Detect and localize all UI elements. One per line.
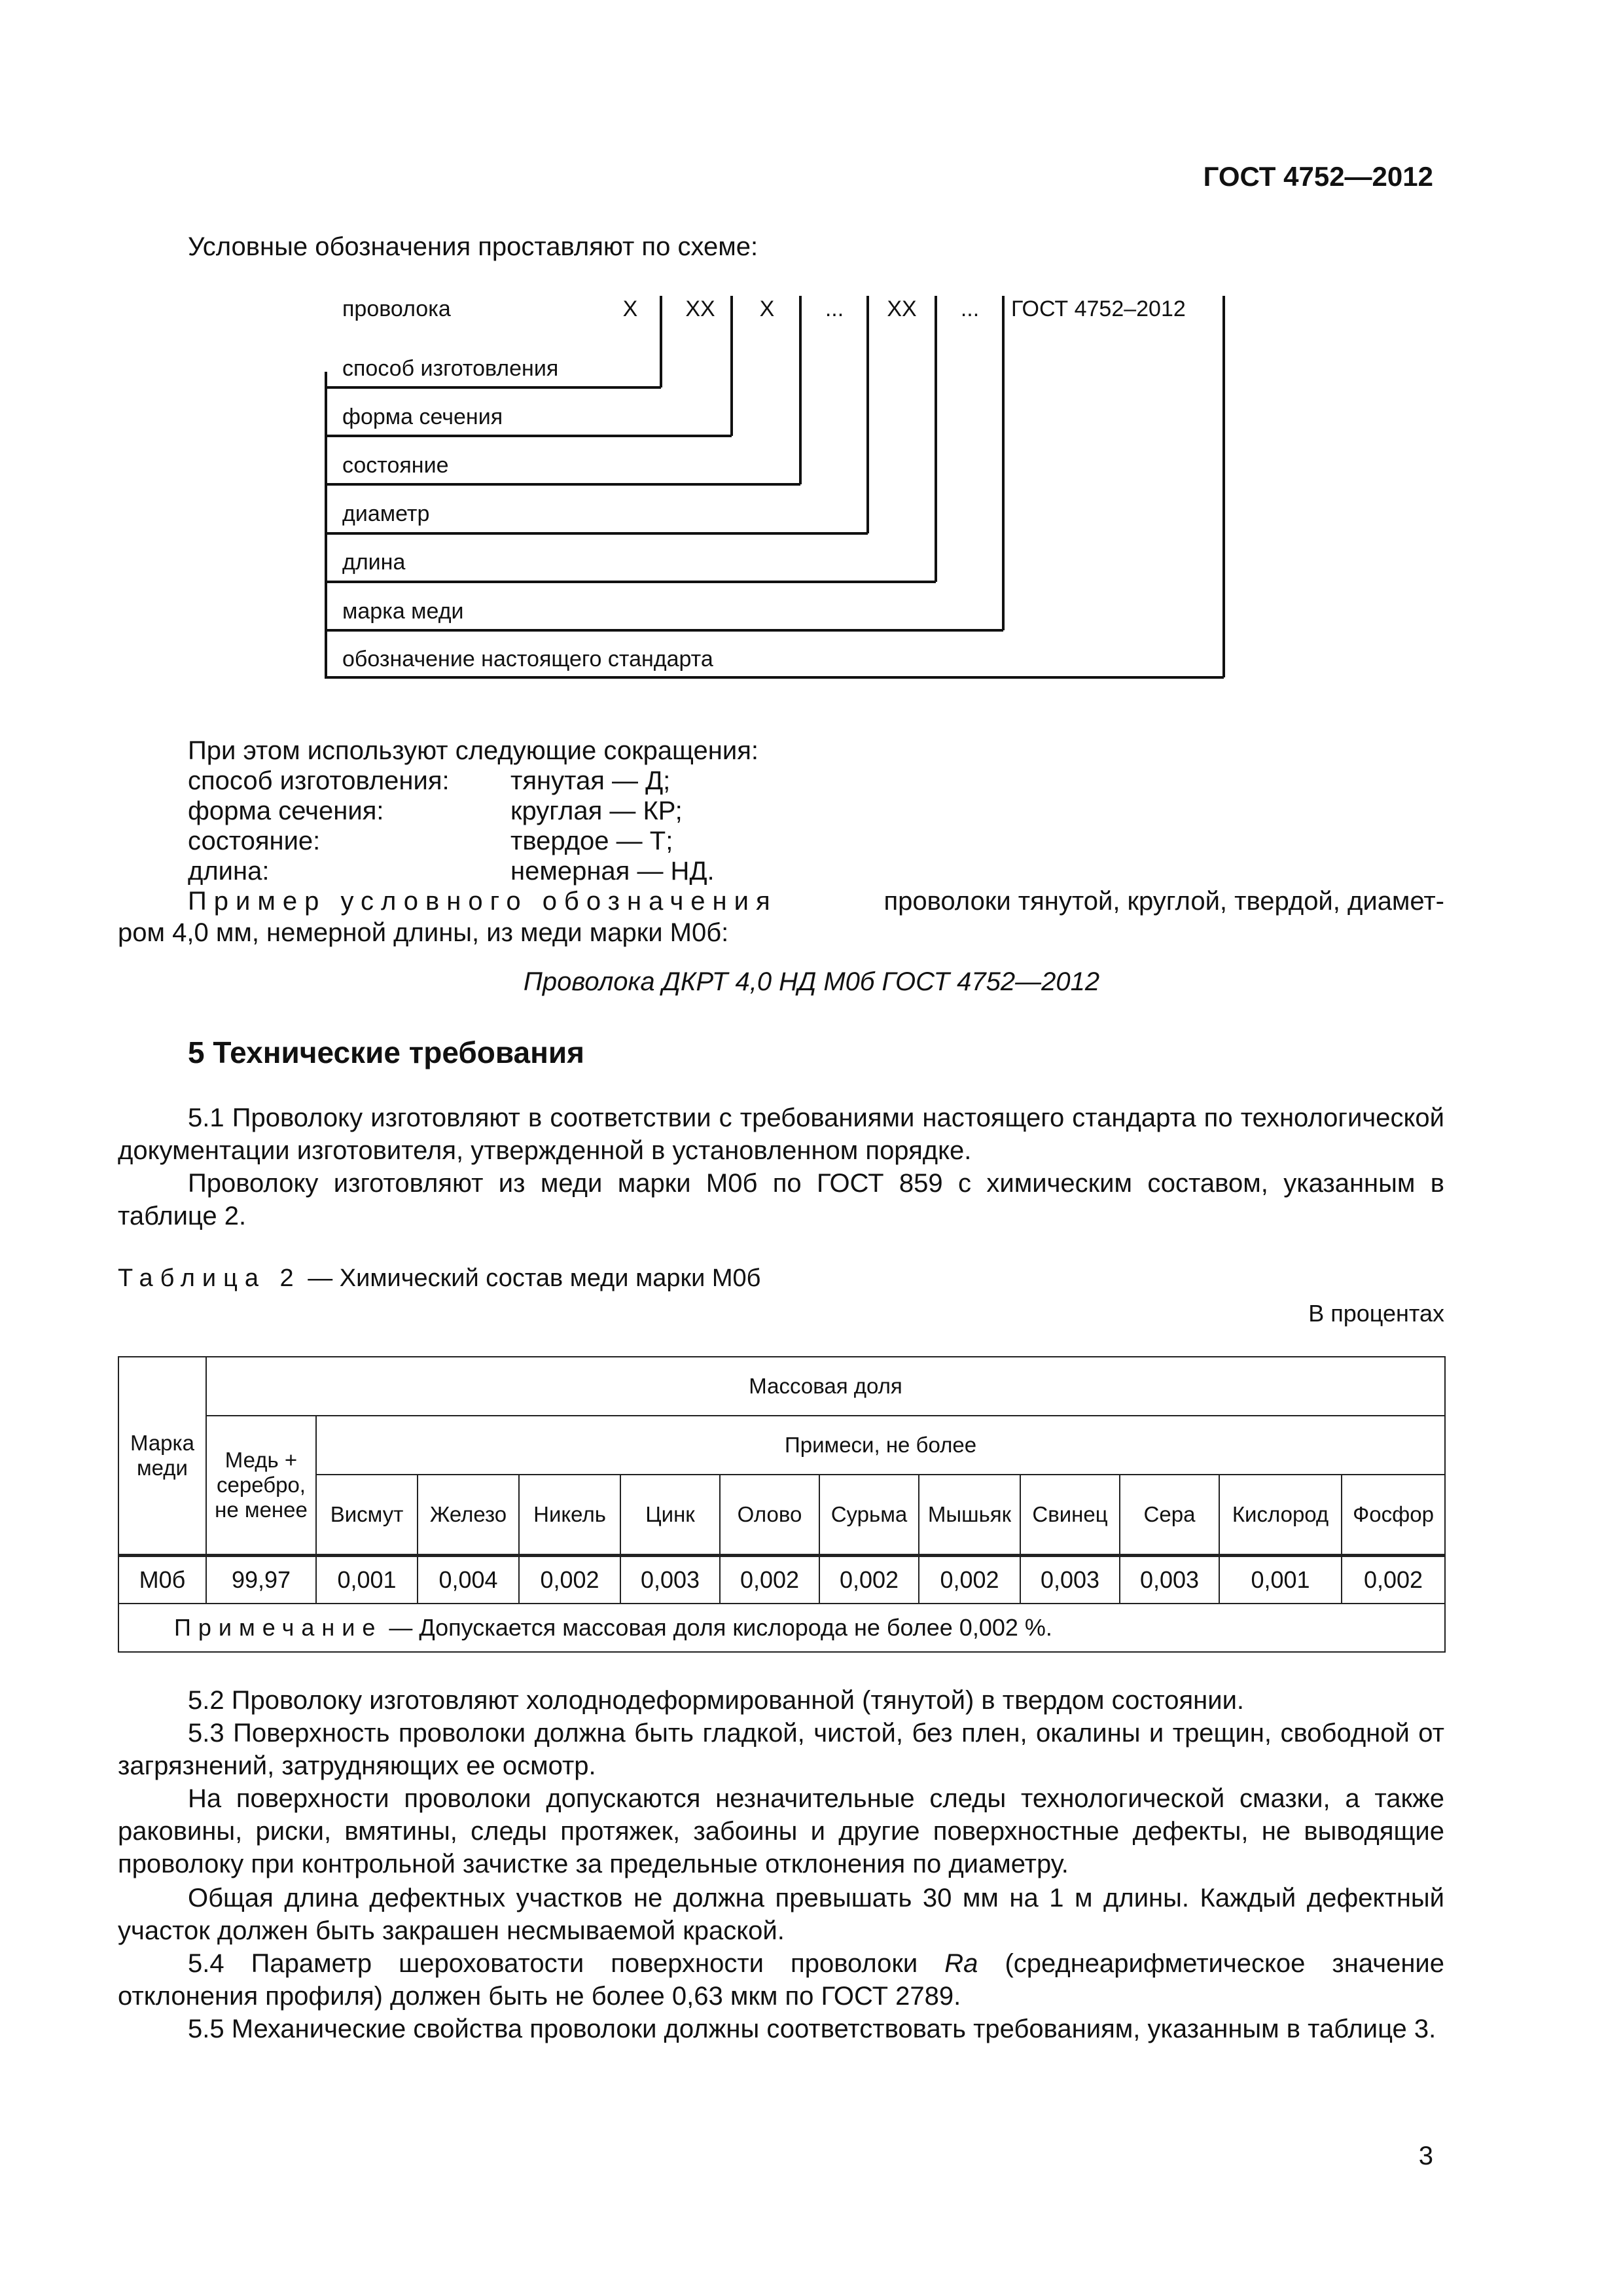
scheme-token: X bbox=[759, 296, 775, 321]
scheme-intro: Условные обозначения проставляют по схеме: bbox=[188, 232, 758, 261]
document-code: ГОСТ 4752—2012 bbox=[1203, 161, 1433, 192]
paragraph-5-3c bbox=[118, 1882, 1444, 1947]
cell-value: 0,002 bbox=[720, 1556, 819, 1604]
scheme-label: состояние bbox=[342, 453, 449, 478]
cell-copper: 99,97 bbox=[206, 1556, 316, 1604]
abbreviation-value: тянутая — Д; bbox=[510, 766, 671, 795]
scheme-label: обозначение настоящего стандарта bbox=[342, 647, 713, 672]
chemical-composition-table bbox=[118, 1356, 1446, 1653]
header-element: Висмут bbox=[316, 1475, 418, 1556]
cell-value: 0,002 bbox=[919, 1556, 1020, 1604]
cell-value: 0,003 bbox=[620, 1556, 720, 1604]
paragraph-5-3 bbox=[118, 1717, 1444, 1782]
example-text: проволоки тянутой, круглой, твердой, диамет- bbox=[883, 887, 1444, 916]
table-caption-label: Таблица 2 bbox=[118, 1265, 301, 1292]
paragraph-5-5 bbox=[118, 2013, 1444, 2045]
scheme-label: диаметр bbox=[342, 501, 430, 526]
section-heading: 5 Технические требования bbox=[188, 1035, 584, 1069]
scheme-token: X bbox=[622, 296, 638, 321]
paragraph-5-3b-text: На поверхности проволоки допускаются незначительные следы технологической смазки, а также раковины, риски, вмятины, следы протяжек, забоины и другие поверхностные дефекты, не выводящие проволоку при контрольной зачистке за предельные отклонения по диаметру. bbox=[118, 1784, 1444, 1878]
cell-value: 0,003 bbox=[1020, 1556, 1120, 1604]
roughness-symbol: Ra bbox=[944, 1949, 978, 1978]
header-impurities: Примеси, не более bbox=[316, 1416, 1445, 1475]
abbreviation-term: способ изготовления: bbox=[188, 766, 450, 795]
example-label: Пример условного обозначения bbox=[188, 887, 777, 916]
header-element: Кислород bbox=[1219, 1475, 1342, 1556]
scheme-standard-token: ГОСТ 4752–2012 bbox=[1011, 296, 1186, 321]
abbreviation-value: немерная — НД. bbox=[510, 857, 715, 886]
abbreviation-value: твердое — Т; bbox=[510, 827, 673, 855]
scheme-label: длина bbox=[342, 550, 406, 575]
abbreviation-value: круглая — КР; bbox=[510, 797, 683, 825]
cell-value: 0,001 bbox=[1219, 1556, 1342, 1604]
table-note-label: Примечание bbox=[174, 1614, 383, 1641]
header-mass-fraction: Массовая доля bbox=[206, 1357, 1445, 1416]
table-caption-text: — Химический состав меди марки М0б bbox=[300, 1265, 761, 1292]
scheme-label: форма сечения bbox=[342, 404, 503, 429]
paragraph-5-1 bbox=[118, 1102, 1444, 1167]
paragraph-5-1-text: 5.1 Проволоку изготовляют в соответствии с требованиями настоящего стандарта по технологической документации изготовителя, утвержденной в установленном порядке. bbox=[118, 1103, 1444, 1165]
header-element: Железо bbox=[418, 1475, 519, 1556]
paragraph-5-4-text-a: 5.4 Параметр шероховатости поверхности проволоки bbox=[188, 1949, 945, 1978]
paragraph-5-5-text: 5.5 Механические свойства проволоки должны соответствовать требованиям, указанным в таблице 3. bbox=[188, 2015, 1436, 2043]
table-row bbox=[118, 1556, 1445, 1604]
abbreviation-term: форма сечения: bbox=[188, 797, 384, 825]
paragraph-5-2-text: 5.2 Проволоку изготовляют холоднодеформированной (тянутой) в твердом состоянии. bbox=[188, 1686, 1245, 1715]
cell-value: 0,002 bbox=[819, 1556, 919, 1604]
scheme-token: ... bbox=[960, 296, 980, 321]
header-element: Цинк bbox=[620, 1475, 720, 1556]
cell-value: 0,002 bbox=[519, 1556, 620, 1604]
cell-value: 0,001 bbox=[316, 1556, 418, 1604]
cell-grade: М0б bbox=[118, 1556, 206, 1604]
paragraph-5-2 bbox=[118, 1684, 1444, 1717]
paragraph-5-1b bbox=[118, 1167, 1444, 1232]
table-units: В процентах bbox=[1308, 1300, 1444, 1327]
scheme-token: ... bbox=[825, 296, 844, 321]
scheme-label: марка меди bbox=[342, 599, 464, 624]
header-grade: Марка меди bbox=[118, 1357, 206, 1556]
page-number: 3 bbox=[1418, 2142, 1433, 2170]
header-element: Свинец bbox=[1020, 1475, 1120, 1556]
table-caption bbox=[118, 1263, 760, 1293]
example-line bbox=[188, 885, 1444, 918]
scheme-label: способ изготовления bbox=[342, 356, 559, 381]
header-element: Мышьяк bbox=[919, 1475, 1020, 1556]
table-note-row bbox=[118, 1604, 1445, 1652]
paragraph-5-4-text-b: (среднеарифметическое значение отклонения профиля) должен быть не более 0,63 мкм по ГОСТ 2789. bbox=[118, 1949, 1444, 2011]
example-designation: Проволока ДКРТ 4,0 НД М0б ГОСТ 4752—2012 bbox=[523, 967, 1100, 996]
table-note-text: — Допускается массовая доля кислорода не более 0,002 %. bbox=[382, 1614, 1052, 1641]
paragraph-5-3c-text: Общая длина дефектных участков не должна превышать 30 мм на 1 м длины. Каждый дефектный участок должен быть закрашен несмываемой краской. bbox=[118, 1884, 1444, 1945]
cell-value: 0,004 bbox=[418, 1556, 519, 1604]
example-text-continued: ром 4,0 мм, немерной длины, из меди марки М0б: bbox=[118, 918, 729, 947]
header-element: Фосфор bbox=[1342, 1475, 1445, 1556]
header-element: Олово bbox=[720, 1475, 819, 1556]
cell-value: 0,002 bbox=[1342, 1556, 1445, 1604]
abbreviation-term: состояние: bbox=[188, 827, 321, 855]
header-copper-silver: Медь + серебро, не менее bbox=[206, 1416, 316, 1556]
table-note bbox=[118, 1604, 1445, 1652]
header-element: Сера bbox=[1120, 1475, 1219, 1556]
abbreviation-term: длина: bbox=[188, 857, 270, 886]
abbreviations-intro: При этом используют следующие сокращения: bbox=[188, 736, 758, 765]
header-element: Сурьма bbox=[819, 1475, 919, 1556]
cell-value: 0,003 bbox=[1120, 1556, 1219, 1604]
header-element: Никель bbox=[519, 1475, 620, 1556]
paragraph-5-1b-text: Проволоку изготовляют из меди марки М0б по ГОСТ 859 с химическим составом, указанным в таблице 2. bbox=[118, 1169, 1444, 1230]
paragraph-5-3-text: 5.3 Поверхность проволоки должна быть гладкой, чистой, без плен, окалины и трещин, свободной от загрязнений, затрудняющих ее осмотр. bbox=[118, 1719, 1444, 1780]
scheme-token: XX bbox=[887, 296, 917, 321]
scheme-row-label: проволока bbox=[342, 296, 451, 321]
paragraph-5-4 bbox=[118, 1947, 1444, 2013]
scheme-token: XX bbox=[685, 296, 715, 321]
paragraph-5-3b bbox=[118, 1782, 1444, 1880]
